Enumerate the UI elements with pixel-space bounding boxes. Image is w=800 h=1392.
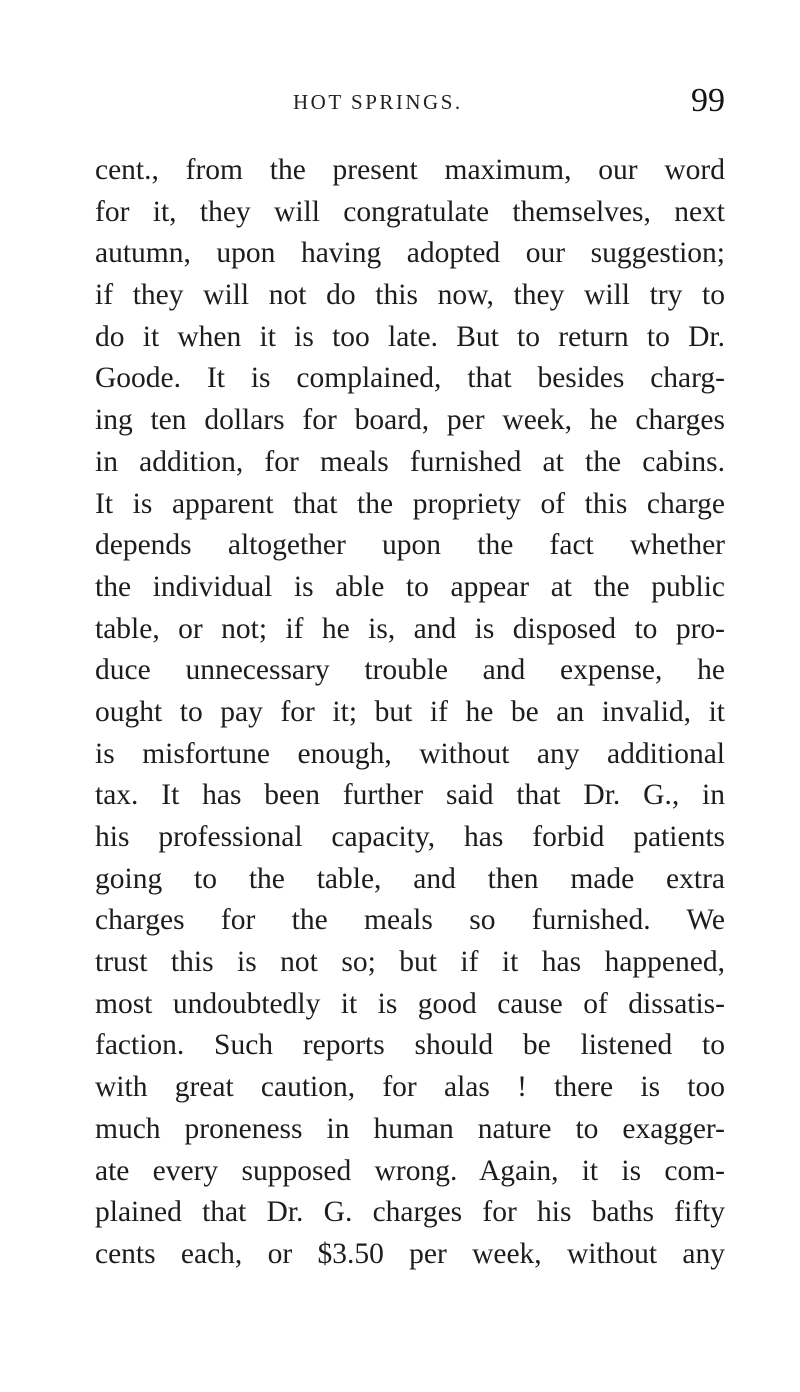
- text-line: much proneness in human nature to exagger-: [95, 1112, 725, 1145]
- running-header: [95, 82, 725, 128]
- text-line: is misfortune enough, without any additional: [95, 737, 725, 770]
- text-line: with great caution, for alas ! there is too: [95, 1071, 725, 1104]
- text-line: ought to pay for it; but if he be an invalid, it: [95, 695, 725, 728]
- text-line: do it when it is too late. But to return to Dr.: [95, 320, 725, 353]
- text-line: going to the table, and then made extra: [95, 862, 725, 895]
- text-line: Goode. It is complained, that besides charg-: [95, 362, 725, 395]
- page-number: 99: [691, 82, 725, 119]
- text-line: table, or not; if he is, and is disposed to pro-: [95, 612, 725, 645]
- text-line: ate every supposed wrong. Again, it is com-: [95, 1154, 725, 1187]
- text-line: It is apparent that the propriety of this charge: [95, 487, 725, 520]
- text-line: the individual is able to appear at the public: [95, 570, 725, 603]
- text-line: depends altogether upon the fact whether: [95, 529, 725, 562]
- text-line: tax. It has been further said that Dr. G., in: [95, 779, 725, 812]
- text-line: most undoubtedly it is good cause of dissatis-: [95, 987, 725, 1020]
- text-line: cent., from the present maximum, our word: [95, 154, 725, 186]
- text-line: cents each, or $3.50 per week, without any: [95, 1237, 725, 1270]
- text-line: trust this is not so; but if it has happened,: [95, 946, 725, 979]
- text-line: in addition, for meals furnished at the cabins.: [95, 445, 725, 478]
- text-line: faction. Such reports should be listened to: [95, 1029, 725, 1062]
- text-line: his professional capacity, has forbid patients: [95, 821, 725, 853]
- text-line: plained that Dr. G. charges for his baths fifty: [95, 1196, 725, 1229]
- body-text: [95, 150, 725, 1276]
- text-line: ing ten dollars for board, per week, he charges: [95, 404, 725, 437]
- text-line: charges for the meals so furnished. We: [95, 904, 725, 937]
- header-title: HOT SPRINGS.: [293, 90, 463, 114]
- text-line: duce unnecessary trouble and expense, he: [95, 654, 725, 687]
- text-line: for it, they will congratulate themselves, next: [95, 195, 725, 228]
- text-line: if they will not do this now, they will try to: [95, 279, 725, 312]
- text-line: autumn, upon having adopted our suggestion;: [95, 237, 725, 270]
